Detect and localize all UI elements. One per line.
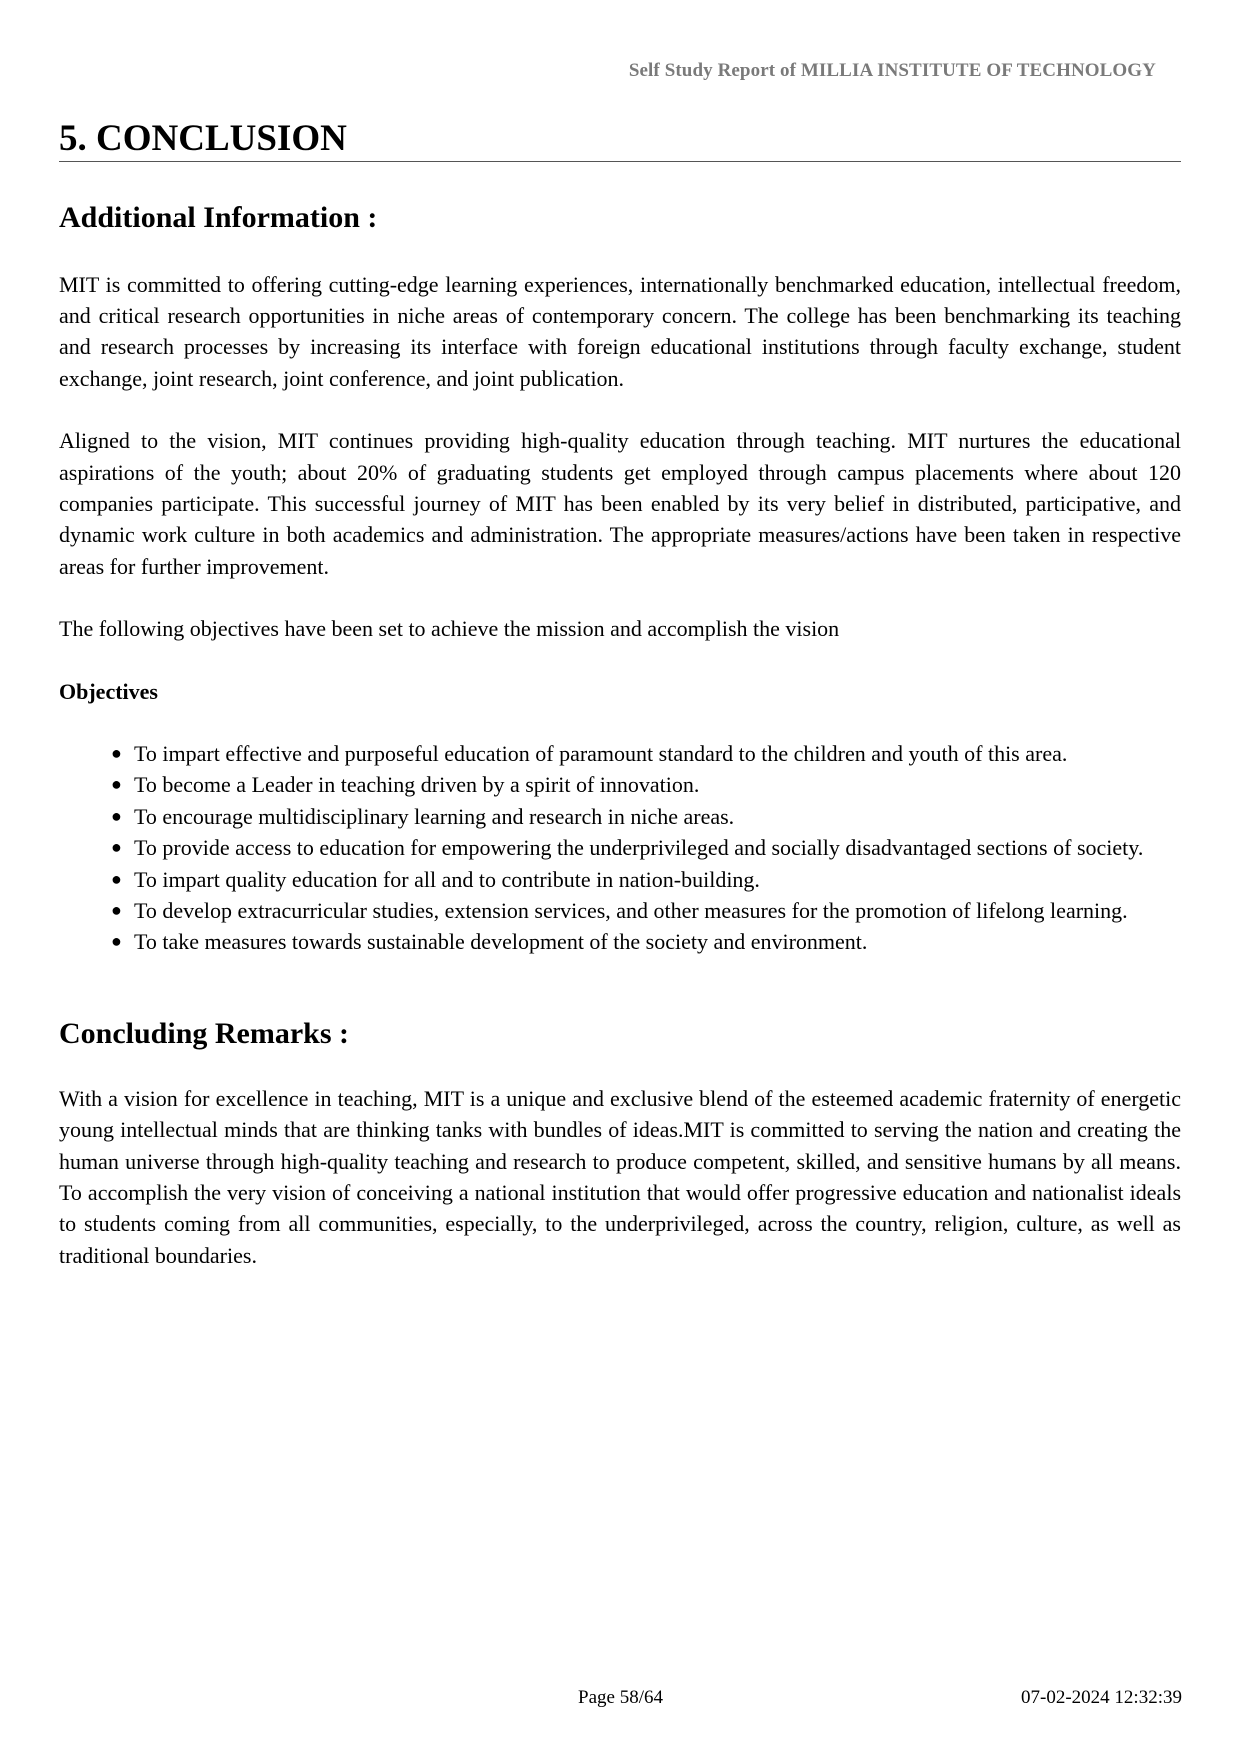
- list-item-text: To provide access to education for empowering the underprivileged and socially disadvantaged sections of society.: [134, 835, 1144, 861]
- bullet-icon: ●: [111, 805, 122, 826]
- list-item-text: To become a Leader in teaching driven by a spirit of innovation.: [134, 772, 700, 798]
- bullet-icon: ●: [111, 837, 122, 858]
- bullet-icon: ●: [111, 743, 122, 764]
- list-item: [111, 801, 1181, 832]
- bullet-icon: ●: [111, 774, 122, 795]
- list-item: [111, 926, 1181, 957]
- list-item: [111, 769, 1181, 800]
- list-item-text: To impart effective and purposeful education of paramount standard to the children and youth of this area.: [134, 741, 1068, 767]
- chapter-title: 5. CONCLUSION: [59, 118, 1181, 162]
- list-item-text: To encourage multidisciplinary learning and research in niche areas.: [134, 803, 735, 829]
- paragraph: With a vision for excellence in teaching, MIT is a unique and exclusive blend of the esteemed academic fraternity of energetic young intellectual minds that are thinking tanks with bundles of ideas.MIT is committed to serving the nation and creating the human universe through high-quality teaching and research to produce competent, skilled, and sensitive humans by all means. To accomplish the very vision of conceiving a national institution that would offer progressive education and nationalist ideals to students coming from all communities, especially, to the underprivileged, across the country, religion, culture, as well as traditional boundaries.: [59, 1085, 1181, 1268]
- objectives-heading: Objectives: [59, 678, 158, 704]
- bullet-icon: ●: [111, 931, 122, 952]
- paragraph: MIT is committed to offering cutting-edge learning experiences, internationally benchmarked education, intellectual freedom, and critical research opportunities in niche areas of contemporary concern. The college has been benchmarking its teaching and research processes by increasing its interface with foreign educational institutions through faculty exchange, student exchange, joint research, joint conference, and joint publication.: [59, 271, 1181, 391]
- list-item-text: To take measures towards sustainable development of the society and environment.: [134, 929, 868, 955]
- report-header: Self Study Report of MILLIA INSTITUTE OF TECHNOLOGY: [628, 60, 1156, 81]
- section-title-additional-information: Additional Information :: [59, 200, 378, 234]
- bullet-icon: ●: [111, 900, 122, 921]
- paragraph: The following objectives have been set to achieve the mission and accomplish the vision: [59, 616, 840, 642]
- page-content: [59, 118, 1181, 1271]
- list-item-text: To develop extracurricular studies, extension services, and other measures for the promotion of lifelong learning.: [134, 898, 1128, 924]
- bullet-icon: ●: [111, 868, 122, 889]
- objectives-list: [59, 738, 1181, 958]
- page-number: Page 58/64: [578, 1687, 663, 1708]
- list-item-text: To impart quality education for all and to contribute in nation-building.: [134, 866, 760, 892]
- list-item: [111, 864, 1181, 895]
- footer-timestamp: 07-02-2024 12:32:39: [1021, 1687, 1182, 1708]
- list-item: [111, 895, 1181, 926]
- list-item: [111, 832, 1181, 863]
- list-item: [111, 738, 1181, 769]
- section-title-concluding-remarks: Concluding Remarks :: [59, 1016, 350, 1050]
- paragraph: Aligned to the vision, MIT continues providing high-quality education through teaching. MIT nurtures the educational aspirations of the youth; about 20% of graduating students get employed through campus placements where about 120 companies participate. This successful journey of MIT has been enabled by its very belief in distributed, participative, and dynamic work culture in both academics and administration. The appropriate measures/actions have been taken in respective areas for further improvement.: [59, 428, 1181, 579]
